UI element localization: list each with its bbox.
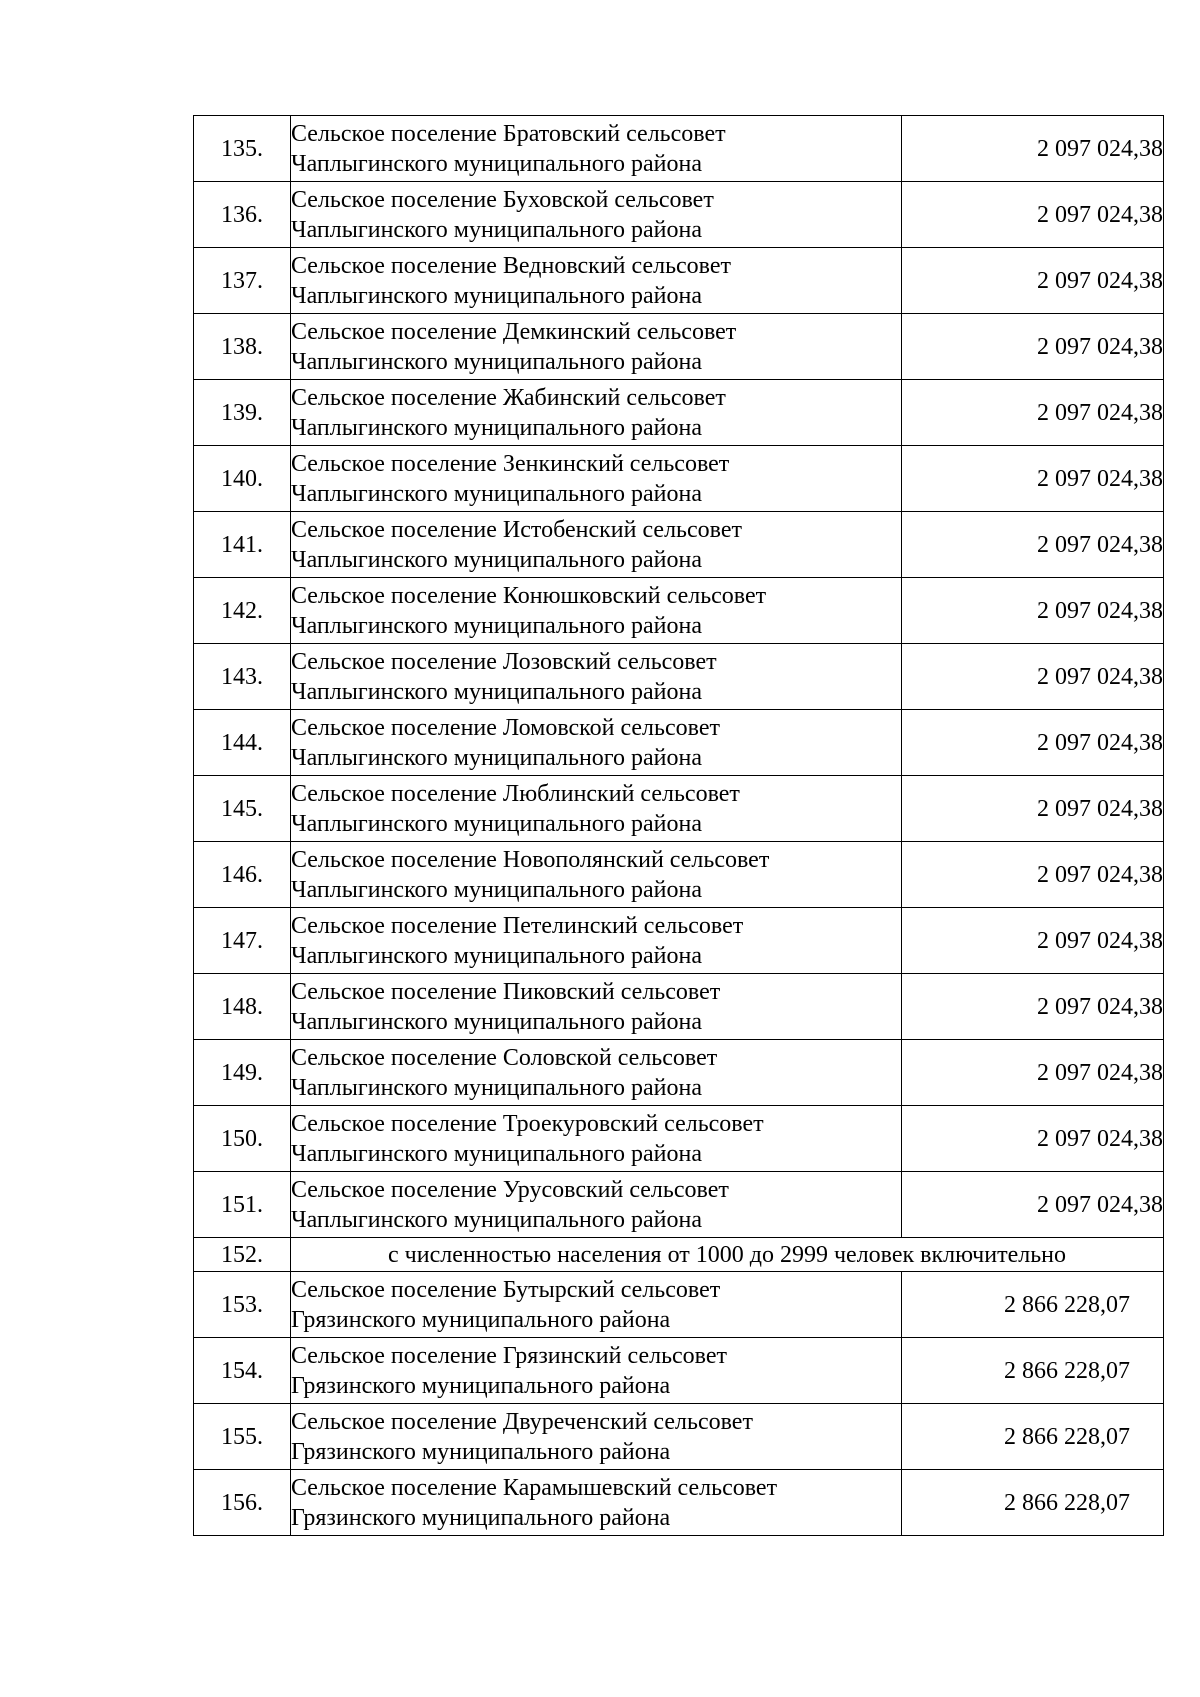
settlement-name-line2: Чаплыгинского муниципального района [291, 876, 703, 903]
row-number: 156. [194, 1470, 291, 1536]
settlement-name [291, 1338, 902, 1404]
settlement-name-line1: Сельское поселение Пиковский сельсовет [291, 978, 721, 1005]
settlement-name-line2: Грязинского муниципального района [291, 1306, 671, 1333]
settlement-name-line1: Сельское поселение Двуреченский сельсовет [291, 1408, 753, 1435]
settlement-name-line2: Грязинского муниципального района [291, 1438, 671, 1465]
settlement-name-line1: Сельское поселение Лозовский сельсовет [291, 648, 717, 675]
row-number: 139. [194, 380, 291, 446]
row-number: 138. [194, 314, 291, 380]
row-number: 140. [194, 446, 291, 512]
table-row [194, 578, 1164, 644]
settlement-name-line2: Чаплыгинского муниципального района [291, 546, 703, 573]
amount: 2 097 024,38 [902, 314, 1164, 380]
row-number: 152. [194, 1238, 291, 1272]
table-row [194, 974, 1164, 1040]
settlement-name [291, 1040, 902, 1106]
allocation-table [193, 115, 1164, 1536]
amount: 2 097 024,38 [902, 1040, 1164, 1106]
settlement-name-line2: Грязинского муниципального района [291, 1504, 671, 1531]
settlement-name [291, 710, 902, 776]
amount: 2 097 024,38 [902, 380, 1164, 446]
amount: 2 866 228,07 [902, 1338, 1164, 1404]
amount: 2 097 024,38 [902, 578, 1164, 644]
settlement-name-line1: Сельское поселение Ломовской сельсовет [291, 714, 720, 741]
settlement-name-line2: Чаплыгинского муниципального района [291, 216, 703, 243]
settlement-name [291, 314, 902, 380]
row-number: 146. [194, 842, 291, 908]
amount: 2 097 024,38 [902, 1172, 1164, 1238]
settlement-name-line1: Сельское поселение Демкинский сельсовет [291, 318, 737, 345]
amount: 2 097 024,38 [902, 446, 1164, 512]
row-number: 142. [194, 578, 291, 644]
amount: 2 097 024,38 [902, 644, 1164, 710]
settlement-name [291, 644, 902, 710]
settlement-name [291, 974, 902, 1040]
amount: 2 866 228,07 [902, 1272, 1164, 1338]
settlement-name-line2: Чаплыгинского муниципального района [291, 150, 703, 177]
table-row [194, 908, 1164, 974]
row-number: 151. [194, 1172, 291, 1238]
settlement-name [291, 1272, 902, 1338]
row-number: 144. [194, 710, 291, 776]
settlement-name [291, 512, 902, 578]
settlement-name [291, 248, 902, 314]
amount: 2 097 024,38 [902, 248, 1164, 314]
table-row [194, 446, 1164, 512]
amount: 2 097 024,38 [902, 182, 1164, 248]
table-row [194, 1172, 1164, 1238]
table-row [194, 1106, 1164, 1172]
settlement-name-line1: Сельское поселение Жабинский сельсовет [291, 384, 726, 411]
table-body [194, 116, 1164, 1536]
settlement-name [291, 446, 902, 512]
row-number: 136. [194, 182, 291, 248]
table-row [194, 1272, 1164, 1338]
amount: 2 097 024,38 [902, 710, 1164, 776]
settlement-name [291, 1106, 902, 1172]
amount: 2 866 228,07 [902, 1404, 1164, 1470]
settlement-name-line2: Чаплыгинского муниципального района [291, 678, 703, 705]
settlement-name-line1: Сельское поселение Соловской сельсовет [291, 1044, 718, 1071]
settlement-name-line2: Чаплыгинского муниципального района [291, 1008, 703, 1035]
table-row [194, 1338, 1164, 1404]
settlement-name-line1: Сельское поселение Буховской сельсовет [291, 186, 714, 213]
amount: 2 097 024,38 [902, 512, 1164, 578]
settlement-name [291, 908, 902, 974]
settlement-name-line1: Сельское поселение Братовский сельсовет [291, 120, 726, 147]
table-row [194, 842, 1164, 908]
row-number: 153. [194, 1272, 291, 1338]
settlement-name [291, 1404, 902, 1470]
amount: 2 097 024,38 [902, 1106, 1164, 1172]
settlement-name-line1: Сельское поселение Истобенский сельсовет [291, 516, 742, 543]
amount: 2 097 024,38 [902, 974, 1164, 1040]
section-header-row [194, 1238, 1164, 1272]
settlement-name [291, 380, 902, 446]
amount: 2 097 024,38 [902, 842, 1164, 908]
table-row [194, 116, 1164, 182]
settlement-name-line2: Чаплыгинского муниципального района [291, 480, 703, 507]
settlement-name-line2: Грязинского муниципального района [291, 1372, 671, 1399]
settlement-name [291, 182, 902, 248]
settlement-name-line1: Сельское поселение Зенкинский сельсовет [291, 450, 730, 477]
row-number: 137. [194, 248, 291, 314]
settlement-name [291, 116, 902, 182]
settlement-name-line1: Сельское поселение Урусовский сельсовет [291, 1176, 729, 1203]
table-row [194, 380, 1164, 446]
table-row [194, 1470, 1164, 1536]
amount: 2 866 228,07 [902, 1470, 1164, 1536]
settlement-name-line1: Сельское поселение Карамышевский сельсовет [291, 1474, 778, 1501]
amount: 2 097 024,38 [902, 776, 1164, 842]
settlement-name [291, 1470, 902, 1536]
table-row [194, 710, 1164, 776]
settlement-name-line2: Чаплыгинского муниципального района [291, 348, 703, 375]
row-number: 148. [194, 974, 291, 1040]
settlement-name-line2: Чаплыгинского муниципального района [291, 282, 703, 309]
table-row [194, 248, 1164, 314]
settlement-name-line1: Сельское поселение Конюшковский сельсовет [291, 582, 767, 609]
settlement-name [291, 1172, 902, 1238]
settlement-name-line2: Чаплыгинского муниципального района [291, 1140, 703, 1167]
settlement-name-line2: Чаплыгинского муниципального района [291, 612, 703, 639]
settlement-name [291, 842, 902, 908]
table-row [194, 644, 1164, 710]
settlement-name-line2: Чаплыгинского муниципального района [291, 744, 703, 771]
settlement-name-line1: Сельское поселение Ведновский сельсовет [291, 252, 732, 279]
settlement-name [291, 776, 902, 842]
amount: 2 097 024,38 [902, 116, 1164, 182]
settlement-name-line2: Чаплыгинского муниципального района [291, 810, 703, 837]
row-number: 145. [194, 776, 291, 842]
settlement-name-line1: Сельское поселение Бутырский сельсовет [291, 1276, 721, 1303]
settlement-name-line2: Чаплыгинского муниципального района [291, 1206, 703, 1233]
row-number: 143. [194, 644, 291, 710]
settlement-name-line1: Сельское поселение Новополянский сельсовет [291, 846, 770, 873]
settlement-name [291, 578, 902, 644]
table-row [194, 314, 1164, 380]
table-row [194, 182, 1164, 248]
table-row [194, 776, 1164, 842]
row-number: 155. [194, 1404, 291, 1470]
amount: 2 097 024,38 [902, 908, 1164, 974]
table-row [194, 512, 1164, 578]
settlement-name-line2: Чаплыгинского муниципального района [291, 1074, 703, 1101]
table-row [194, 1404, 1164, 1470]
settlement-name-line2: Чаплыгинского муниципального района [291, 414, 703, 441]
table-row [194, 1040, 1164, 1106]
settlement-name-line2: Чаплыгинского муниципального района [291, 942, 703, 969]
row-number: 135. [194, 116, 291, 182]
row-number: 147. [194, 908, 291, 974]
row-number: 150. [194, 1106, 291, 1172]
row-number: 141. [194, 512, 291, 578]
settlement-name-line1: Сельское поселение Петелинский сельсовет [291, 912, 744, 939]
settlement-name-line1: Сельское поселение Троекуровский сельсовет [291, 1110, 764, 1137]
settlement-name-line1: Сельское поселение Люблинский сельсовет [291, 780, 740, 807]
settlement-name-line1: Сельское поселение Грязинский сельсовет [291, 1342, 727, 1369]
row-number: 149. [194, 1040, 291, 1106]
section-title: с численностью населения от 1000 до 2999 человек включительно [291, 1238, 1164, 1272]
row-number: 154. [194, 1338, 291, 1404]
